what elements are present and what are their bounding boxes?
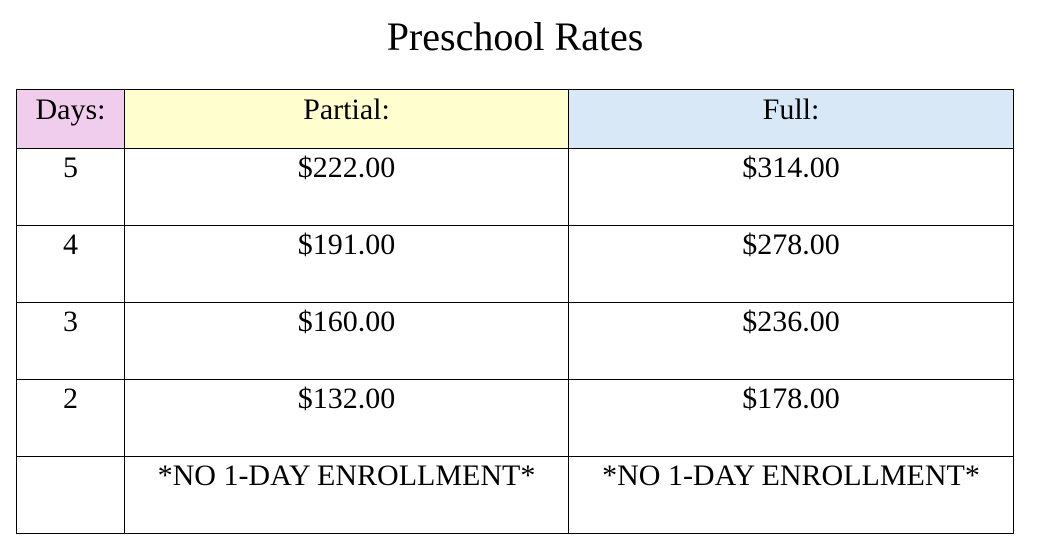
table-row <box>17 226 1014 303</box>
rates-table <box>16 89 1014 534</box>
cell-days: 5 <box>17 149 125 226</box>
cell-partial-rate: $222.00 <box>125 149 569 226</box>
table-row <box>17 380 1014 457</box>
cell-partial-rate: $160.00 <box>125 303 569 380</box>
cell-full-rate: $314.00 <box>569 149 1014 226</box>
header-partial: Partial: <box>125 90 569 149</box>
cell-days: 4 <box>17 226 125 303</box>
cell-full-rate: $178.00 <box>569 380 1014 457</box>
cell-partial-rate: $132.00 <box>125 380 569 457</box>
table-row <box>17 149 1014 226</box>
table-row <box>17 303 1014 380</box>
header-days: Days: <box>17 90 125 149</box>
table-row <box>17 457 1014 534</box>
cell-days: 3 <box>17 303 125 380</box>
page-title: Preschool Rates <box>386 14 644 59</box>
header-full: Full: <box>569 90 1014 149</box>
cell-full-rate: $278.00 <box>569 226 1014 303</box>
cell-days: 2 <box>17 380 125 457</box>
cell-full-rate: $236.00 <box>569 303 1014 380</box>
cell-full-note: *NO 1-DAY ENROLLMENT* <box>569 457 1014 534</box>
cell-partial-rate: $191.00 <box>125 226 569 303</box>
cell-days <box>17 457 125 534</box>
table-header-row <box>17 90 1014 149</box>
cell-partial-note: *NO 1-DAY ENROLLMENT* <box>125 457 569 534</box>
